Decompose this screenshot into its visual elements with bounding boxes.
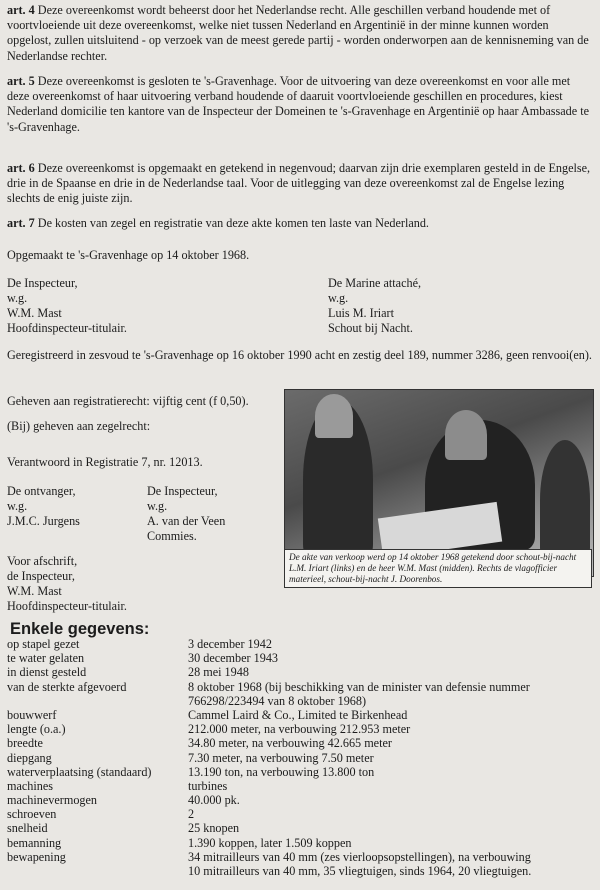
signer-title: De Inspecteur, [7,276,78,290]
inspector-block [147,484,225,544]
article-text: Deze overeenkomst is opgemaakt en getekend in negenvoud; daarvan zijn drie exemplaren gesteld in de Engelse, drie in de Spaanse en drie in de Nederlandse taal. Voor de uitlegging van deze overeenkomst zal de Engelse lezing slechts de enig juiste zijn. [7,161,591,206]
article-4 [7,3,593,64]
photo-caption: De akte van verkoop werd op 14 oktober 1968 getekend door schout-bij-nacht L.M. Iriart (links) en de heer W.M. Mast (midden). Rechts de vlagofficier materieel, schout-bij-nacht J. Doorenbos. [284,549,592,588]
inspector-title: De Inspecteur, [147,484,218,498]
copy-line: Voor afschrift, [7,554,78,568]
receiver-title: De ontvanger, [7,484,76,498]
signer-rank: Hoofdinspecteur-titulair. [7,321,127,335]
inspector-wg: w.g. [147,499,168,513]
article-7 [7,216,593,231]
copy-block [7,554,127,614]
inspector-rank: Commies. [147,529,197,543]
signer-wg: w.g. [7,291,28,305]
signer-name: W.M. Mast [7,306,62,320]
article-5 [7,74,593,135]
receiver-block [7,484,80,529]
signer-right [328,276,421,336]
section-heading: Enkele gegevens: [10,620,150,638]
receiver-name: J.M.C. Jurgens [7,514,80,528]
signer-left [7,276,127,336]
article-label: art. 6 [7,161,35,175]
inspector-name: A. van der Veen [147,514,226,528]
signer-rank: Schout bij Nacht. [328,321,413,335]
article-label: art. 7 [7,216,35,230]
receiver-wg: w.g. [7,499,28,513]
accounted-line: Verantwoord in Registratie 7, nr. 12013. [7,455,203,469]
article-text: Deze overeenkomst wordt beheerst door het Nederlandse recht. Alle geschillen verband houdende met of voortvloeiende uit deze overeenkomst, welke niet tussen Nederland en Argentinië in der minne kunnen worden opgelost, zullen uitsluitend - op verzoek van de meest gerede partij - worden onderworpen aan de kennisneming van de Nederlandse rechter. [7,3,589,63]
article-6 [7,161,593,207]
made-at-line: Opgemaakt te 's-Gravenhage op 14 oktober 1968. [7,248,250,262]
stamp-fee: (Bij) geheven aan zegelrecht: [7,419,151,433]
signer-name: Luis M. Iriart [328,306,395,320]
article-label: art. 4 [7,3,35,17]
copy-line: W.M. Mast [7,584,62,598]
signer-wg: w.g. [328,291,349,305]
registration-fee: Geheven aan registratierecht: vijftig cent (f 0,50). [7,394,249,408]
copy-line: Hoofdinspecteur-titulair. [7,599,127,613]
article-text: De kosten van zegel en registratie van deze akte komen ten laste van Nederland. [37,216,429,230]
article-text: Deze overeenkomst is gesloten te 's-Gravenhage. Voor de uitvoering van deze overeenkomst en voor alle met deze overeenkomst of haar uitvoering verband houdende of daaruit voortvloeiende geschillen en procedures, kiest Nederland domicilie ten kantore van de Inspecteur der Domeinen te 's-Gravenhage en Argentinië op haar Ambassade te 's-Gravenhage. [7,74,590,134]
article-label: art. 5 [7,74,35,88]
registration-line: Geregistreerd in zesvoud te 's-Gravenhage op 16 oktober 1990 acht en zestig deel 189, nummer 3286, geen renvooi(en). [7,348,592,362]
copy-line: de Inspecteur, [7,569,75,583]
document-page: art. 4 Deze overeenkomst wordt beheerst door het Nederlandse recht. Alle geschillen verband houdende met of voortvloeiende uit deze overeenkomst, welke niet tussen Nederland en Argentinië in der minne kunnen worden opgelost, zullen uitsluitend - op verzoek van de meest gerede partij - worden onderworpen aan de kennisneming van de Nederlandse rechter. art. 5 Deze overeenkomst is gesloten te 's-Gravenhage. Voor de uitvoering van deze overeenkomst en voor alle met deze overeenkomst of haar uitvoering verband houdende of daaruit voortvloeiende geschillen en procedures, kiest Nederland domicilie ten kantore van de Inspecteur der Domeinen te 's-Gravenhage en Argentinië op haar Ambassade te 's-Gravenhage. art. 6 Deze overeenkomst is opgemaakt en getekend in negenvoud; daarvan zijn drie exemplaren gesteld in de Engelse, drie in de Spaanse en drie in de Nederlandse taal. Voor de uitlegging van deze overeenkomst zal de Engelse lezing slechts de enig juiste zijn. art. 7 De kosten van zegel en registratie van deze akte komen ten laste van Nederland. Opgemaakt te 's-Gravenhage op 14 oktober 1968. De Inspecteur, w.g. W.M. Mast Hoofdinspecteur-titulair. De Marine attaché, w.g. Luis M. Iriart Schout bij Nacht. Geregistreerd in zesvoud te 's-Gravenhage op 16 oktober 1990 acht en zestig deel 189, nummer 3286, geen renvooi(en). Geheven aan registratierecht: vijftig cent (f 0,50). (Bij) geheven aan zegelrecht: Verantwoord in Registratie 7, nr. 12013. De ontvanger, w.g. J.M.C. Jurgens De Inspecteur, w.g. A. van der Veen Commies. Voor afschrift, de Inspecteur, W.M. Mast Hoofdinspecteur-titulair. De akte van verkoop werd op 14 oktober 1968 getekend door schout-bij-nacht L.M. Iriart (links) en de heer W.M. Mast (midden). Rechts de vlagofficier materieel, schout-bij-nacht J. Doorenbos. Enkele gegevens: op stapel gezet 3 december 1942 te water gelaten 30 december 1943 in dienst gesteld 28 mei 1948 van de sterkte afgevoerd 8 oktober 1968 (bij beschikking van de minister van defensie nummer 766298/223494 van 8 oktober 1968) bouwwerf Cammel Laird & Co., Limited te Birkenhead lengte (o.a.) 212.000 meter, na verbouwing 212.953 meter breedte 34.80 meter, na verbouwing 42.665 meter diepgang 7.30 meter, na verbouwing 7.50 meter waterverplaatsing (standaard) 13.190 ton, na verbouwing 13.800 ton machines turbines machinevermogen 40.000 pk. schroeven 2 snelheid 25 knopen bemanning 1.390 koppen, later 1.509 koppen bewapening 34 mitrailleurs van 40 mm (zes vierloopsopstellingen), na verbouwing 10 mitrailleurs van 40 mm, 35 vliegtuigen, sinds 1964, 20 vliegtuigen. [0,0,600,890]
signer-title: De Marine attaché, [328,276,422,290]
